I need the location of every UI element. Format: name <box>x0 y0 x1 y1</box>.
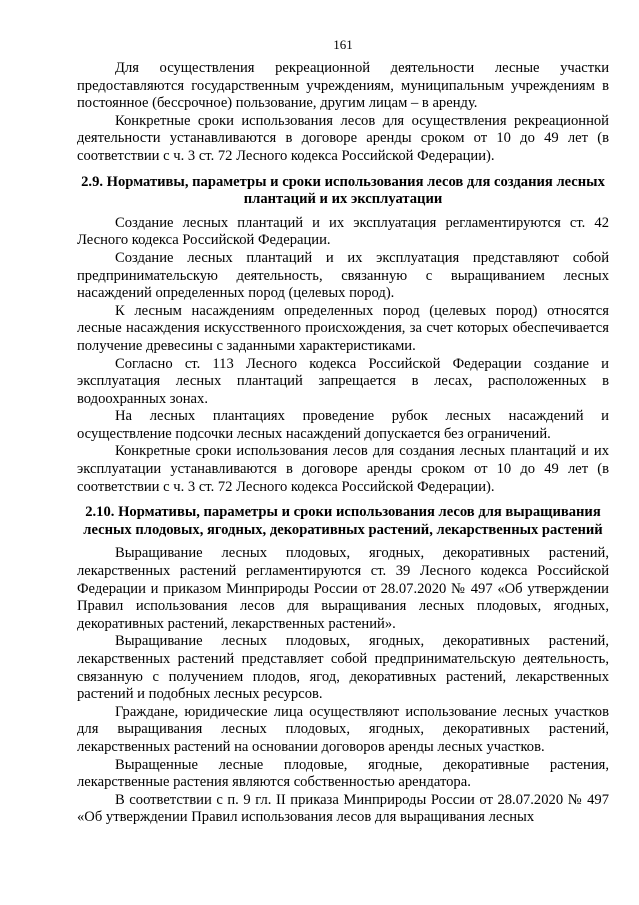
paragraph: На лесных плантациях проведение рубок лесных насаждений и осуществление подсочки лесных насаждений допускается без ограничений. <box>77 408 609 442</box>
paragraph: Граждане, юридические лица осуществляют использование лесных участков для выращивания лесных плодовых, ягодных, декоративных растений, лекарственных растений на основании договоров аренды лесных участков. <box>77 703 609 755</box>
paragraph: Создание лесных плантаций и их эксплуатация представляют собой предпринимательскую деятельность, связанную с выращиванием лесных насаждений определенных пород (целевых пород). <box>77 249 609 302</box>
section-2-10 <box>77 504 609 827</box>
paragraph: Конкретные сроки использования лесов для осуществления рекреационной деятельности устанавливаются в договоре аренды сроком от 10 до 49 лет (в соответствии с ч. 3 ст. 72 Лесного кодекса Российской Федерации). <box>77 112 609 164</box>
paragraph: Конкретные сроки использования лесов для создания лесных плантаций и их эксплуатации устанавливаются в договоре аренды сроком от 10 до 49 лет (в соответствии с ч. 3 ст. 72 Лесного кодекса Российской Федерации). <box>77 443 609 495</box>
paragraph: Создание лесных плантаций и их эксплуатация регламентируются ст. 42 Лесного кодекса Российской Федерации. <box>77 214 609 249</box>
section-rekreatsionnaya-deyatelnost <box>77 60 609 166</box>
section-heading-2-9: 2.9. Нормативы, параметры и сроки использования лесов для создания лесных плантаций и их эксплуатации <box>81 173 605 208</box>
section-heading-2-10: 2.10. Нормативы, параметры и сроки использования лесов для выращивания лесных плодовых, ягодных, декоративных растений, лекарственных растений <box>83 504 603 538</box>
paragraph: Выращенные лесные плодовые, ягодные, декоративные растения, лекарственные растения являются собственностью арендатора. <box>77 756 609 791</box>
paragraph: Для осуществления рекреационной деятельности лесные участки предоставляются государственным учреждениям, муниципальным учреждениям в постоянное (бессрочное) пользование, другим лицам – в аренду. <box>77 60 609 112</box>
paragraph: В соответствии с п. 9 гл. II приказа Минприроды России от 28.07.2020 № 497 «Об утверждении Правил использования лесов для выращивания лесных <box>77 791 609 826</box>
section-2-9 <box>77 174 609 497</box>
paragraph: Выращивание лесных плодовых, ягодных, декоративных растений, лекарственных растений представляет собой предпринимательскую деятельность, связанную с получением плодов, ягод, декоративных растений, лекарственных растений и подобных лесных ресурсов. <box>77 633 609 703</box>
page-number: 161 <box>333 37 353 52</box>
paragraph: Выращивание лесных плодовых, ягодных, декоративных растений, лекарственных растений регламентируются ст. 39 Лесного кодекса Российской Федерации и приказом Минприроды России от 28.07.2020 № 497 «Об утверждении Правил использования лесов для выращивания лесных плодовых, ягодных, декоративных растений, лекарственных растений». <box>77 545 609 632</box>
paragraph: Согласно ст. 113 Лесного кодекса Российской Федерации создание и эксплуатация лесных плантаций запрещается в лесах, расположенных в водоохранных зонах. <box>77 355 609 407</box>
paragraph: К лесным насаждениям определенных пород (целевых пород) относятся лесные насаждения искусственного происхождения, за счет которых обеспечивается получение древесины с заданными характеристиками. <box>77 302 609 354</box>
